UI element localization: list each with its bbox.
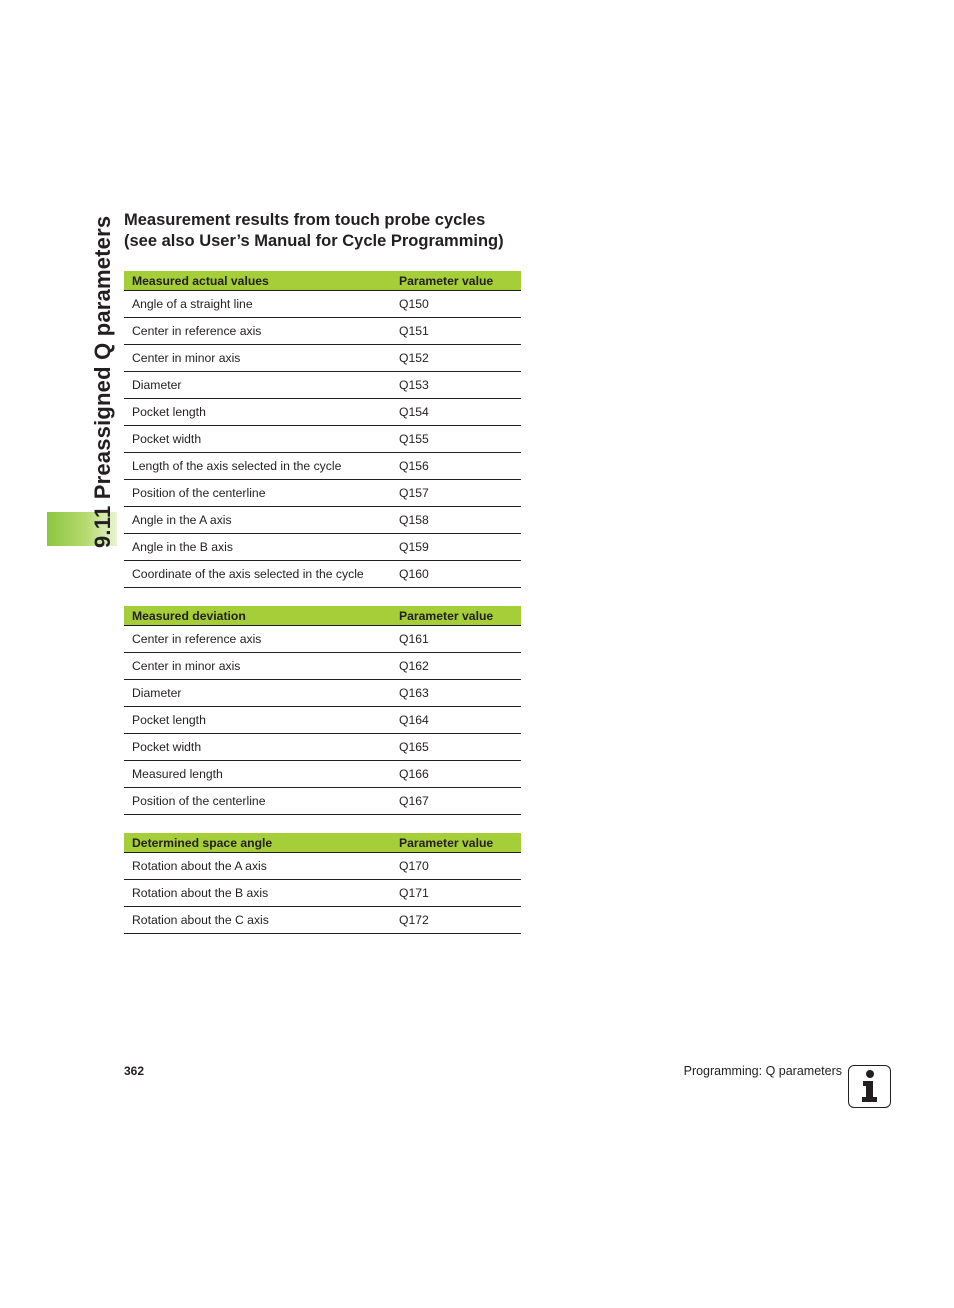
row-description: Pocket length	[124, 399, 391, 426]
row-parameter: Q153	[391, 372, 521, 399]
row-description: Center in reference axis	[124, 318, 391, 345]
table-row	[124, 734, 521, 761]
row-description: Angle in the A axis	[124, 507, 391, 534]
table-row	[124, 453, 521, 480]
table-row	[124, 626, 521, 653]
row-description: Angle of a straight line	[124, 291, 391, 318]
row-description: Position of the centerline	[124, 788, 391, 815]
table-row	[124, 507, 521, 534]
row-description: Center in minor axis	[124, 345, 391, 372]
table-row	[124, 291, 521, 318]
row-parameter: Q155	[391, 426, 521, 453]
chapter-side-title: 9.11 Preassigned Q parameters	[90, 215, 115, 548]
row-parameter: Q156	[391, 453, 521, 480]
row-parameter: Q162	[391, 653, 521, 680]
row-parameter: Q172	[391, 907, 521, 934]
section-heading-line-2: (see also User’s Manual for Cycle Programming)	[124, 232, 504, 250]
info-icon	[848, 1065, 891, 1108]
row-parameter: Q167	[391, 788, 521, 815]
table-row	[124, 680, 521, 707]
table-header-row	[124, 833, 521, 853]
measured-actual-values-table	[124, 271, 521, 588]
row-parameter: Q161	[391, 626, 521, 653]
table-row	[124, 561, 521, 588]
row-description: Pocket width	[124, 734, 391, 761]
row-parameter: Q150	[391, 291, 521, 318]
page-number: 362	[124, 1064, 145, 1078]
row-description: Diameter	[124, 680, 391, 707]
row-parameter: Q170	[391, 853, 521, 880]
table-row	[124, 426, 521, 453]
row-description: Measured length	[124, 761, 391, 788]
column-header-description: Measured actual values	[124, 271, 391, 291]
table-row	[124, 318, 521, 345]
row-description: Center in minor axis	[124, 653, 391, 680]
row-description: Length of the axis selected in the cycle	[124, 453, 391, 480]
row-parameter: Q157	[391, 480, 521, 507]
row-parameter: Q154	[391, 399, 521, 426]
row-description: Pocket width	[124, 426, 391, 453]
column-header-parameter: Parameter value	[391, 271, 521, 291]
row-parameter: Q152	[391, 345, 521, 372]
row-parameter: Q166	[391, 761, 521, 788]
table-row	[124, 788, 521, 815]
table-row	[124, 399, 521, 426]
determined-space-angle-table	[124, 833, 521, 934]
row-parameter: Q165	[391, 734, 521, 761]
section-heading-line-1: Measurement results from touch probe cycles	[124, 211, 486, 229]
column-header-parameter: Parameter value	[391, 833, 521, 853]
row-parameter: Q160	[391, 561, 521, 588]
table-row	[124, 345, 521, 372]
table-row	[124, 907, 521, 934]
row-description: Rotation about the B axis	[124, 880, 391, 907]
column-header-parameter: Parameter value	[391, 606, 521, 626]
table-row	[124, 480, 521, 507]
row-parameter: Q159	[391, 534, 521, 561]
row-parameter: Q158	[391, 507, 521, 534]
row-description: Coordinate of the axis selected in the cycle	[124, 561, 391, 588]
table-row	[124, 372, 521, 399]
row-parameter: Q163	[391, 680, 521, 707]
row-description: Rotation about the C axis	[124, 907, 391, 934]
table-row	[124, 707, 521, 734]
table-header-row	[124, 606, 521, 626]
table-header-row	[124, 271, 521, 291]
row-description: Position of the centerline	[124, 480, 391, 507]
row-parameter: Q151	[391, 318, 521, 345]
row-parameter: Q171	[391, 880, 521, 907]
section-heading	[124, 210, 544, 252]
table-row	[124, 880, 521, 907]
measured-deviation-table	[124, 606, 521, 815]
row-description: Center in reference axis	[124, 626, 391, 653]
footer-title: Programming: Q parameters	[683, 1064, 842, 1078]
row-description: Diameter	[124, 372, 391, 399]
column-header-description: Measured deviation	[124, 606, 391, 626]
row-description: Angle in the B axis	[124, 534, 391, 561]
table-row	[124, 653, 521, 680]
column-header-description: Determined space angle	[124, 833, 391, 853]
table-row	[124, 853, 521, 880]
row-description: Rotation about the A axis	[124, 853, 391, 880]
table-row	[124, 534, 521, 561]
row-parameter: Q164	[391, 707, 521, 734]
table-row	[124, 761, 521, 788]
row-description: Pocket length	[124, 707, 391, 734]
